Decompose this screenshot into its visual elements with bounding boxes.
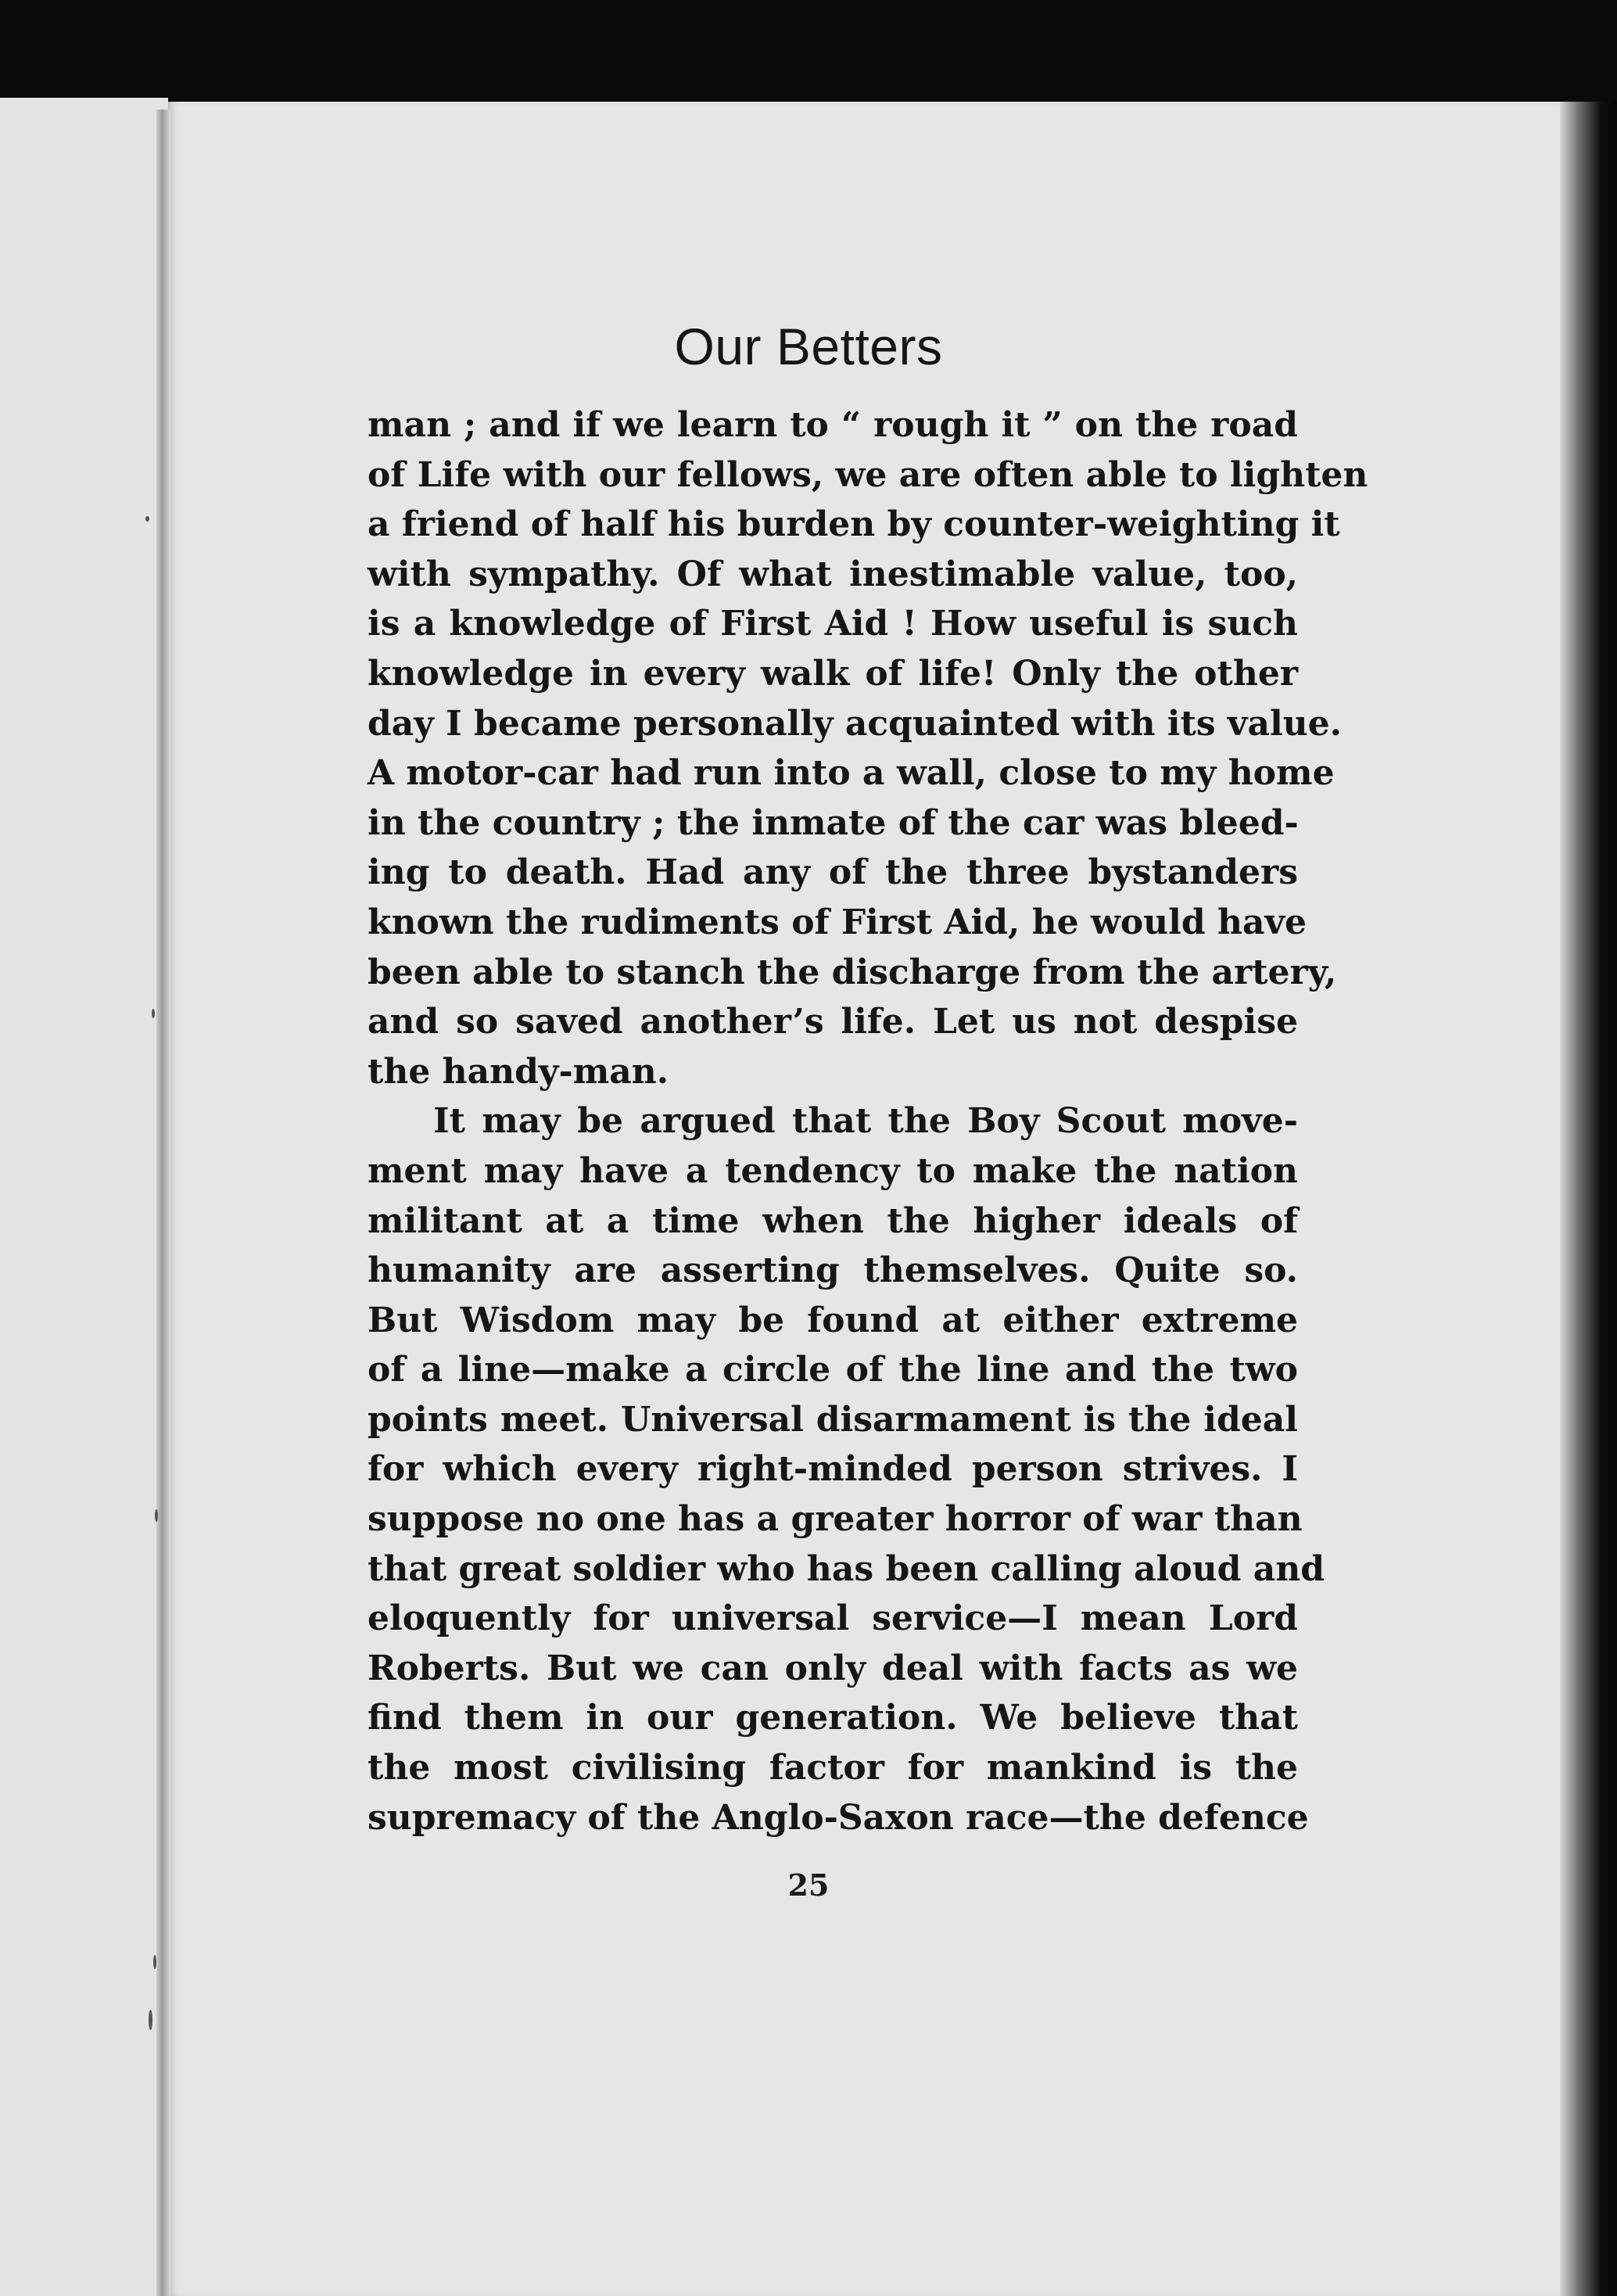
- text-line: points meet. Universal disarmament is the ideal: [368, 1399, 1298, 1440]
- text-line: A motor-car had run into a wall, close to my home: [368, 753, 1335, 794]
- text-line: man ; and if we learn to “ rough it ” on the road: [368, 405, 1298, 445]
- scan-speck: [145, 516, 149, 522]
- text-line: Roberts. But we can only deal with facts as we: [368, 1648, 1298, 1688]
- text-line: known the rudiments of First Aid, he would have: [368, 902, 1307, 942]
- text-line: suppose no one has a greater horror of war than: [368, 1499, 1303, 1540]
- facing-page-edge: [0, 98, 168, 2296]
- text-line: that great soldier who has been calling aloud and: [368, 1548, 1325, 1589]
- text-line: in the country ; the inmate of the car was bleed-: [368, 802, 1299, 843]
- text-line: day I became personally acquainted with its value.: [368, 703, 1342, 744]
- text-line: knowledge in every walk of life! Only the other: [368, 653, 1298, 694]
- text-line: find them in our generation. We believe that: [368, 1698, 1298, 1738]
- text-line: of Life with our fellows, we are often able to lighten: [368, 454, 1368, 495]
- text-line: It may be argued that the Boy Scout move-: [433, 1101, 1298, 1142]
- text-line: a friend of half his burden by counter-weighting it: [368, 504, 1340, 545]
- text-line: and so saved another’s life. Let us not despise: [368, 1002, 1298, 1042]
- scan-speck: [152, 1009, 155, 1018]
- text-line: is a knowledge of First Aid ! How useful is such: [368, 604, 1298, 644]
- page-gutter: [156, 109, 170, 2296]
- text-line: of a line—make a circle of the line and the two: [368, 1350, 1298, 1390]
- text-line: supremacy of the Anglo-Saxon race—the defence: [368, 1797, 1309, 1838]
- text-line: ment may have a tendency to make the nation: [368, 1150, 1298, 1191]
- scan-speck: [149, 2010, 152, 2030]
- text-line: ing to death. Had any of the three bystanders: [368, 852, 1298, 893]
- scan-top-border: [0, 0, 1617, 106]
- text-line: the most civilising factor for mankind is the: [368, 1748, 1298, 1788]
- scan-speck: [155, 1509, 158, 1522]
- scan-speck: [153, 1955, 156, 1969]
- text-line: been able to stanch the discharge from the artery,: [368, 952, 1337, 992]
- page-right-edge-shadow: [1560, 102, 1617, 2296]
- text-line: the handy-man.: [368, 1051, 669, 1092]
- page-number: 25: [787, 1867, 830, 1903]
- text-line: for which every right-minded person strives. I: [368, 1449, 1298, 1490]
- text-line: humanity are asserting themselves. Quite so.: [368, 1250, 1298, 1291]
- text-line: with sympathy. Of what inestimable value, too,: [368, 554, 1298, 594]
- body-text: [368, 400, 1368, 1842]
- text-line: eloquently for universal service—I mean Lord: [368, 1598, 1298, 1639]
- running-head: Our Betters: [674, 317, 943, 375]
- text-line: militant at a time when the higher ideals of: [368, 1200, 1298, 1241]
- text-line: But Wisdom may be found at either extreme: [368, 1300, 1298, 1340]
